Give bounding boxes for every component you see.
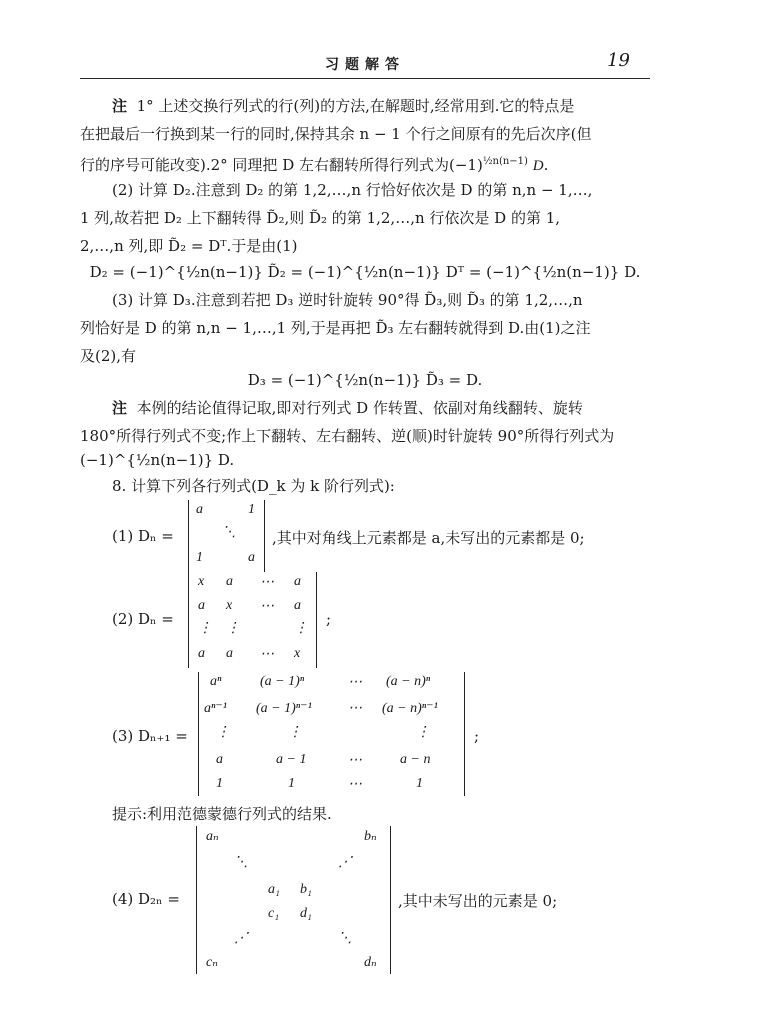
m3-cell: 1 [288, 776, 295, 791]
part2-line1: (2) 计算 D₂.注意到 D₂ 的第 1,2,…,n 行恰好依次是 D 的第 n,n − 1,…, [112, 181, 593, 199]
m3-cell: ⋯ [348, 701, 362, 716]
m1-ddots: ⋱ [222, 525, 236, 540]
m3-cell: (a − 1)ⁿ [260, 674, 305, 689]
m4-cell: ⋱ [338, 931, 352, 946]
part2-line2: 1 列,故若把 D₂ 上下翻转得 D̃₂,则 D̃₂ 的第 1,2,…,n 行依次是 D 的第 1, [80, 209, 561, 227]
m2-cell: a [198, 646, 205, 661]
m3-cell: ⋯ [348, 753, 362, 768]
m3-cell: ⋮ [288, 725, 302, 740]
m3-cell: a − 1 [276, 752, 307, 767]
m2-cell: ⋯ [260, 647, 274, 662]
m2-cell: ⋯ [260, 599, 274, 614]
q1-label: (1) Dₙ = [112, 527, 174, 545]
m3-cell: aⁿ [210, 674, 222, 689]
q1-text: ,其中对角线上元素都是 a,未写出的元素都是 0; [272, 529, 585, 547]
m2-cell: a [226, 574, 233, 589]
m4-cell: d₁ [300, 906, 312, 921]
m2-cell: x [198, 574, 205, 589]
question-8: 8. 计算下列各行列式(D_k 为 k 阶行列式): [112, 477, 395, 495]
m1-a-top: a [196, 502, 203, 517]
m3-cell: 1 [416, 776, 423, 791]
m2-cell: ⋯ [260, 575, 274, 590]
q4-label: (4) D₂ₙ = [112, 890, 180, 908]
m2-cell: a [226, 646, 233, 661]
m2-cell: x [294, 646, 301, 661]
hint-text: 提示:利用范德蒙德行列式的结果. [112, 805, 332, 823]
part2-line3: 2,…,n 列,即 D̃₂ = Dᵀ.于是由(1) [80, 237, 298, 255]
note2-label: 注 [112, 399, 128, 417]
m1-a-bottom: a [248, 550, 255, 565]
note2-line1 [112, 398, 652, 418]
q2-text: ; [326, 610, 332, 628]
m3-cell: a − n [400, 752, 431, 767]
m3-cell: (a − n)ⁿ [386, 674, 431, 689]
q3-label: (3) Dₙ₊₁ = [112, 727, 188, 745]
note2-line3: (−1)^{½n(n−1)} D. [80, 451, 235, 469]
part3-line3: 及(2),有 [80, 347, 137, 365]
m2-cell: a [198, 598, 205, 613]
m3-cell: (a − n)ⁿ⁻¹ [382, 701, 438, 716]
note1-line2: 在把最后一行换到某一行的同时,保持其余 n − 1 个行之间原有的先后次序(但 [80, 125, 592, 143]
m4-cell: ⋱ [234, 855, 248, 870]
page-header [80, 52, 650, 79]
m4-cell: ⋰ [234, 931, 248, 946]
m4-cell: ⋰ [338, 855, 352, 870]
equation-d2: D₂ = (−1)^{½n(n−1)} D̃₂ = (−1)^{½n(n−1)} Dᵀ = (−1)^{½n(n−1)} D. [89, 263, 641, 281]
determinant-3 [198, 672, 466, 796]
note1-line3: 行的序号可能改变).2° 同理把 D 左右翻转所得行列式为$(-1)^{\frac{1}{2}n(n-1)}$ D. [80, 156, 549, 174]
m2-cell: x [226, 598, 233, 613]
m4-cell: c₁ [268, 906, 280, 921]
m2-cell: ⋮ [198, 621, 212, 636]
note1-text-a: 1° 上述交换行列式的行(列)的方法,在解题时,经常用到.它的特点是 [136, 97, 575, 115]
m4-cell: b₁ [300, 882, 312, 897]
page-number: 19 [607, 50, 630, 71]
m4-cell: a₁ [268, 882, 280, 897]
m3-cell: ⋮ [216, 725, 230, 740]
note2-text-a: 本例的结论值得记取,即对行列式 D 作转置、依副对角线翻转、旋转 [136, 399, 583, 417]
q3-text: ; [474, 727, 480, 745]
m2-cell: ⋮ [294, 621, 308, 636]
note1-line1 [112, 96, 652, 116]
equation-d3: D₃ = (−1)^{½n(n−1)} D̃₃ = D. [247, 371, 483, 389]
m2-cell: a [294, 598, 301, 613]
m2-cell: a [294, 574, 301, 589]
m4-cell: cₙ [206, 955, 218, 970]
determinant-2 [188, 572, 318, 668]
note1-text-c: 行的序号可能改变).2° 同理把 D 左右翻转所得行列式为(−1) [80, 156, 483, 174]
determinant-1 [188, 500, 266, 572]
part3-line2: 列恰好是 D 的第 n,n − 1,…,1 列,于是再把 D̃₃ 左右翻转就得到 D.由(1)之注 [80, 319, 591, 337]
m3-cell: 1 [216, 776, 223, 791]
determinant-4 [196, 826, 392, 974]
q4-text: ,其中未写出的元素是 0; [398, 892, 558, 910]
running-title: 习题解答 [325, 57, 405, 73]
m1-one-bottom: 1 [196, 550, 203, 565]
m3-cell: (a − 1)ⁿ⁻¹ [256, 701, 312, 716]
note2-line2: 180°所得行列式不变;作上下翻转、左右翻转、逆(顺)时针旋转 90°所得行列式为 [80, 427, 615, 445]
m3-cell: aⁿ⁻¹ [204, 701, 227, 716]
m3-cell: ⋮ [416, 725, 430, 740]
part3-line1: (3) 计算 D₃.注意到若把 D₃ 逆时针旋转 90°得 D̃₃,则 D̃₃ 的第 1,2,…,n [112, 291, 583, 309]
m4-cell: bₙ [364, 829, 377, 844]
note-label: 注 [112, 97, 128, 115]
m1-one-top: 1 [248, 502, 255, 517]
m2-cell: ⋮ [226, 621, 240, 636]
m3-cell: ⋯ [348, 777, 362, 792]
q2-label: (2) Dₙ = [112, 610, 174, 628]
m4-cell: dₙ [364, 955, 377, 970]
m3-cell: ⋯ [348, 675, 362, 690]
m3-cell: a [216, 752, 223, 767]
m4-cell: aₙ [206, 829, 219, 844]
